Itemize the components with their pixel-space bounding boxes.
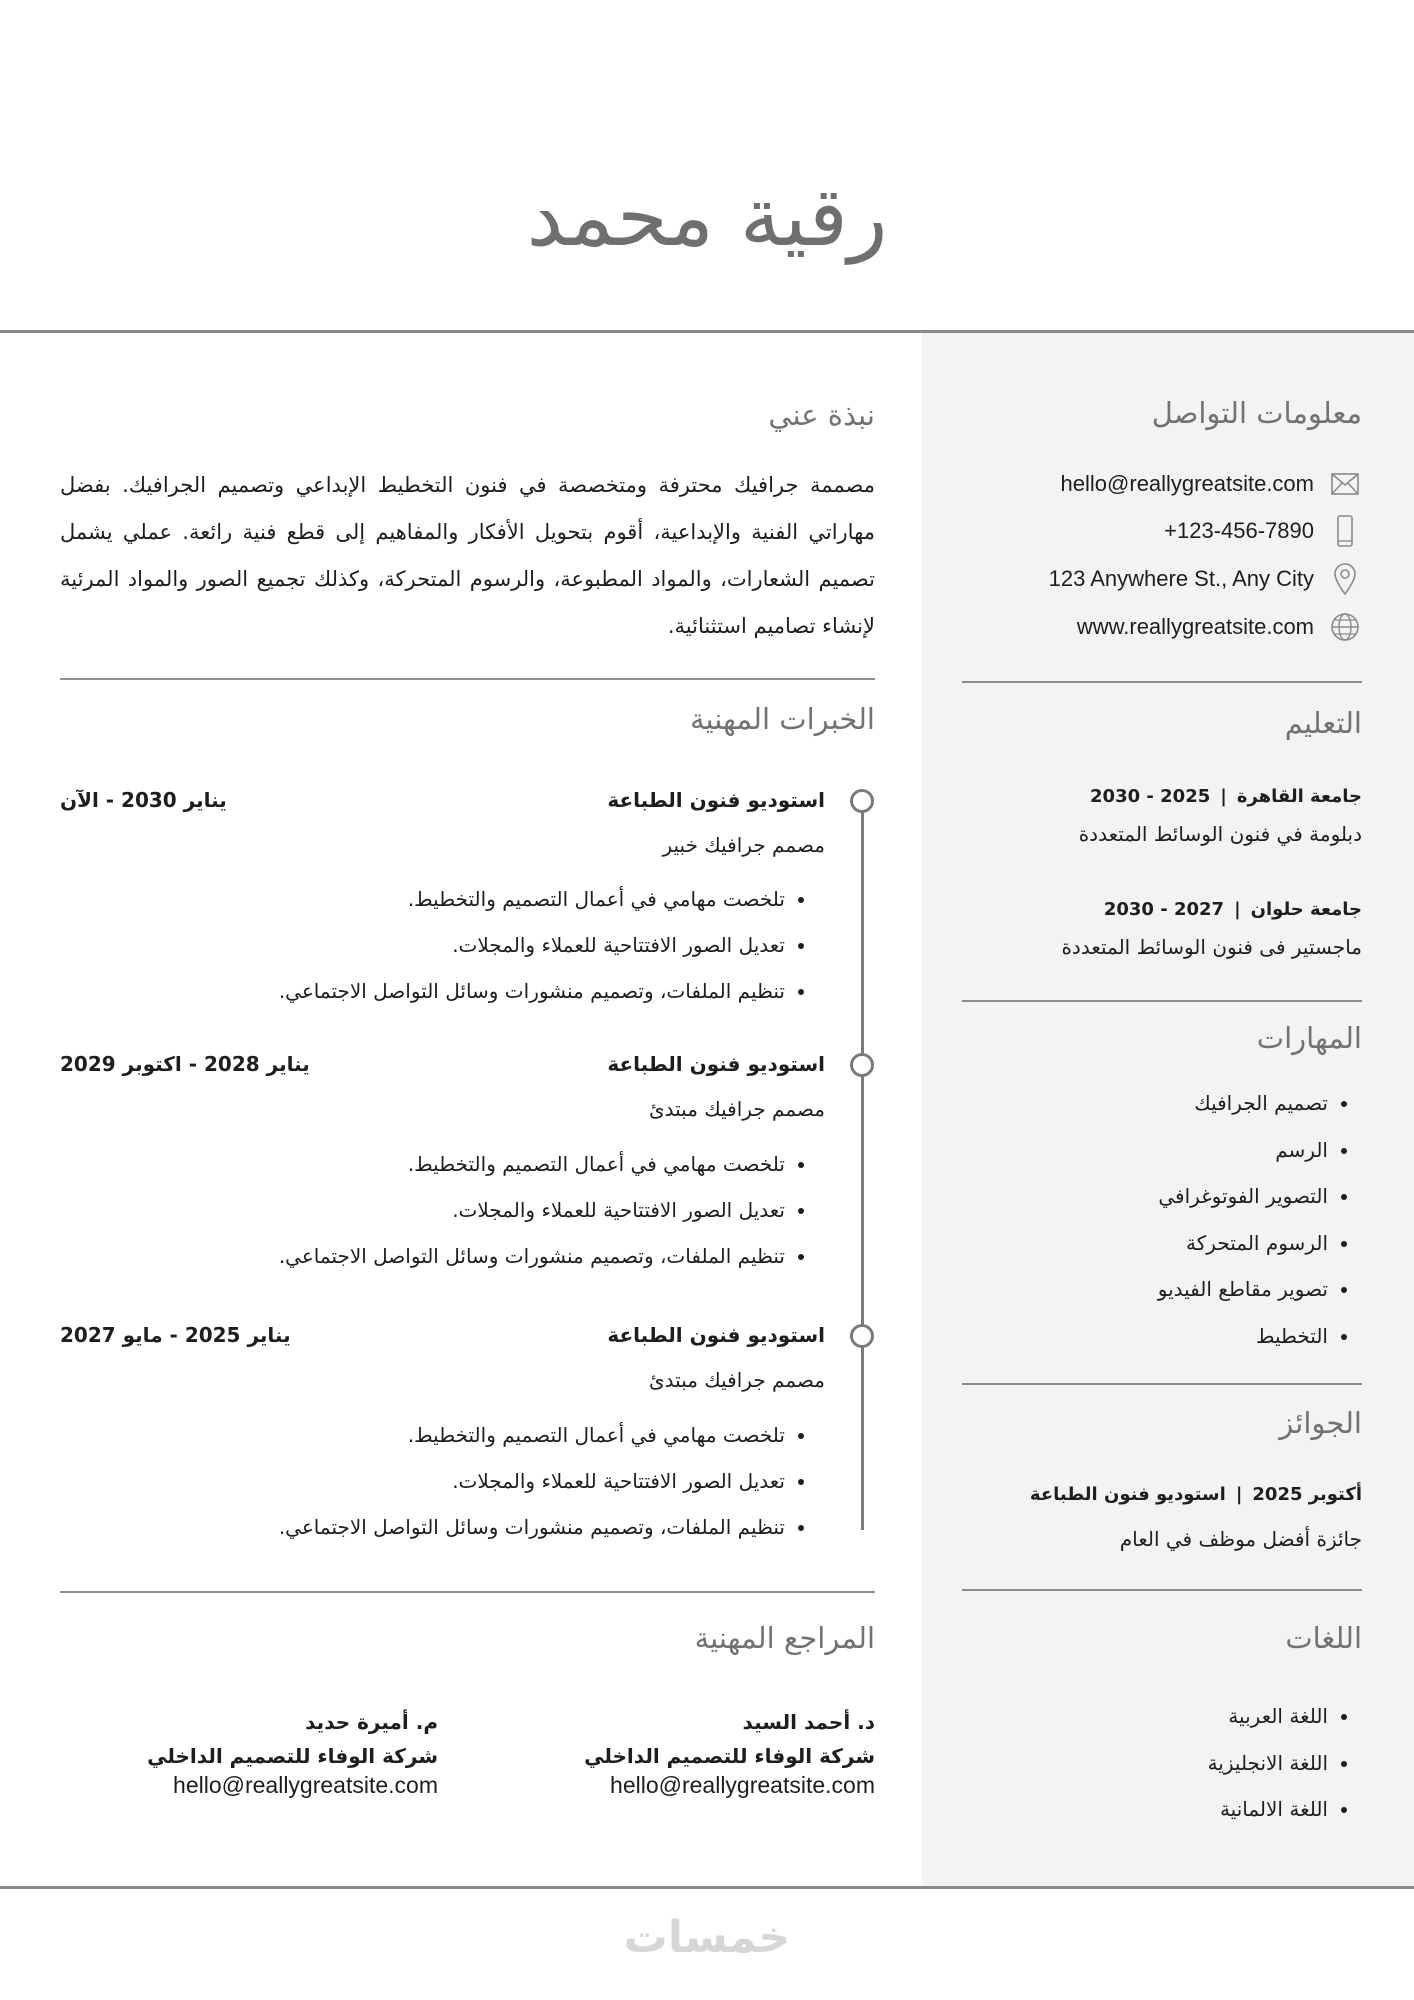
- reference-name: د. أحمد السيد: [742, 1710, 875, 1734]
- education-item-1-header: جامعة القاهرة|2025 - 2030: [1090, 786, 1362, 807]
- award-name: جائزة أفضل موظف في العام: [1119, 1527, 1362, 1551]
- job-header: [60, 1317, 825, 1353]
- award-date: أكتوبر 2025: [1252, 1484, 1362, 1505]
- list-item: • تصوير مقاطع الفيديو: [960, 1266, 1328, 1313]
- job-role: مصمم جرافيك خبير: [662, 833, 825, 857]
- timeline-line: [861, 802, 864, 1530]
- education-years: 2025 - 2030: [1090, 786, 1211, 807]
- list-item: • تلخصت مهامي في أعمال التصميم والتخطيط.: [80, 1412, 785, 1458]
- job-bullets: [80, 876, 825, 1014]
- mail-icon: [1328, 467, 1362, 501]
- job-date: يناير 2025 - مايو 2027: [60, 1323, 291, 1347]
- experience-title: الخبرات المهنية: [689, 702, 875, 736]
- list-item: • تعديل الصور الافتتاحية للعملاء والمجلات.: [80, 1187, 785, 1233]
- about-text: مصممة جرافيك محترفة ومتخصصة في فنون التخطيط الإبداعي وتصميم الجرافيك. بفضل مهاراتي الفنية والإبداعية، أقوم بتحويل الأفكار والمفاهيم إلى قطع فنية رائعة. عملي يشمل تصميم الشعارات، والمواد المطبوعة، والرسوم المتحركة، وكذلك تجميع الصور والمواد المرئية لإنشاء تصاميم استثنائية.: [60, 473, 875, 638]
- reference-company: شركة الوفاء للتصميم الداخلي: [147, 1744, 438, 1768]
- divider: [60, 1591, 875, 1593]
- list-item: • تلخصت مهامي في أعمال التصميم والتخطيط.: [80, 1141, 785, 1187]
- reference-email[interactable]: hello@reallygreatsite.com: [173, 1772, 438, 1798]
- timeline-dot: [850, 1324, 874, 1348]
- contact-email[interactable]: [960, 464, 1362, 504]
- list-item: • اللغة الانجليزية: [960, 1740, 1328, 1787]
- contact-email-text: hello@reallygreatsite.com: [1060, 471, 1314, 496]
- job-header: [60, 1046, 825, 1082]
- list-item: • تلخصت مهامي في أعمال التصميم والتخطيط.: [80, 876, 785, 922]
- phone-icon: [1328, 514, 1362, 548]
- job-role: مصمم جرافيك مبتدئ: [649, 1368, 825, 1392]
- job-header: [60, 782, 825, 818]
- award-header: أكتوبر 2025|استوديو فنون الطباعة: [1029, 1484, 1362, 1505]
- job-company: استوديو فنون الطباعة: [607, 1052, 825, 1076]
- reference-card: [60, 1710, 438, 1799]
- contact-title: معلومات التواصل: [1151, 396, 1362, 430]
- contact-phone[interactable]: [960, 511, 1362, 551]
- skills-list: [960, 1080, 1362, 1359]
- languages-title: اللغات: [1285, 1621, 1362, 1655]
- job-date: يناير 2030 - الآن: [60, 788, 227, 812]
- education-title: التعليم: [1284, 706, 1362, 740]
- list-item: • التصوير الفوتوغرافي: [960, 1173, 1328, 1220]
- location-icon: [1328, 562, 1362, 596]
- education-degree: دبلومة في فنون الوسائط المتعددة: [1078, 822, 1362, 846]
- list-item: • تنظيم الملفات، وتصميم منشورات وسائل التواصل الاجتماعي.: [80, 1504, 785, 1550]
- job-bullets: [80, 1412, 825, 1550]
- contact-website[interactable]: [960, 607, 1362, 647]
- education-university: جامعة حلوان: [1250, 899, 1362, 920]
- divider: [962, 1383, 1362, 1385]
- list-item: • تصميم الجرافيك: [960, 1080, 1328, 1127]
- award-org: استوديو فنون الطباعة: [1029, 1484, 1226, 1505]
- references-title: المراجع المهنية: [694, 1621, 875, 1655]
- list-item: • الرسوم المتحركة: [960, 1220, 1328, 1267]
- languages-list: [960, 1693, 1362, 1833]
- footer-divider: [0, 1886, 1414, 1889]
- footer-logo: خمسات: [623, 1912, 791, 1963]
- education-item-2-header: جامعة حلوان|2027 - 2030: [1103, 899, 1362, 920]
- job-date: يناير 2028 - اكتوبر 2029: [60, 1052, 310, 1076]
- job-company: استوديو فنون الطباعة: [607, 1323, 825, 1347]
- divider: [60, 678, 875, 680]
- candidate-name: رقية محمد: [526, 170, 888, 265]
- education-university: جامعة القاهرة: [1236, 786, 1362, 807]
- contact-website-text: www.reallygreatsite.com: [1076, 614, 1314, 639]
- list-item: • اللغة الالمانية: [960, 1786, 1328, 1833]
- divider: [962, 681, 1362, 683]
- list-item: • التخطيط: [960, 1313, 1328, 1360]
- contact-address: [960, 559, 1362, 599]
- education-degree: ماجستير فى فنون الوسائط المتعددة: [1061, 935, 1362, 959]
- timeline-dot: [850, 1053, 874, 1077]
- education-years: 2027 - 2030: [1103, 899, 1225, 920]
- reference-company: شركة الوفاء للتصميم الداخلي: [584, 1744, 875, 1768]
- reference-card: [500, 1710, 875, 1799]
- job-company: استوديو فنون الطباعة: [607, 788, 825, 812]
- list-item: • تعديل الصور الافتتاحية للعملاء والمجلات.: [80, 1458, 785, 1504]
- contact-address-text: 123 Anywhere St., Any City: [1048, 566, 1314, 591]
- list-item: • تنظيم الملفات، وتصميم منشورات وسائل التواصل الاجتماعي.: [80, 968, 785, 1014]
- contact-phone-text: +123-456-7890: [1164, 518, 1314, 543]
- reference-email[interactable]: hello@reallygreatsite.com: [610, 1772, 875, 1798]
- list-item: • اللغة العربية: [960, 1693, 1328, 1740]
- list-item: • تعديل الصور الافتتاحية للعملاء والمجلات.: [80, 922, 785, 968]
- skills-title: المهارات: [1256, 1021, 1362, 1055]
- awards-title: الجوائز: [1279, 1406, 1362, 1440]
- divider: [962, 1000, 1362, 1002]
- list-item: • الرسم: [960, 1127, 1328, 1174]
- job-role: مصمم جرافيك مبتدئ: [649, 1097, 825, 1121]
- globe-icon: [1328, 610, 1362, 644]
- list-item: • تنظيم الملفات، وتصميم منشورات وسائل التواصل الاجتماعي.: [80, 1233, 785, 1279]
- timeline-dot: [850, 789, 874, 813]
- about-title: نبذة عني: [768, 398, 875, 432]
- reference-name: م. أميرة حديد: [305, 1710, 438, 1734]
- job-bullets: [80, 1141, 825, 1279]
- divider: [962, 1589, 1362, 1591]
